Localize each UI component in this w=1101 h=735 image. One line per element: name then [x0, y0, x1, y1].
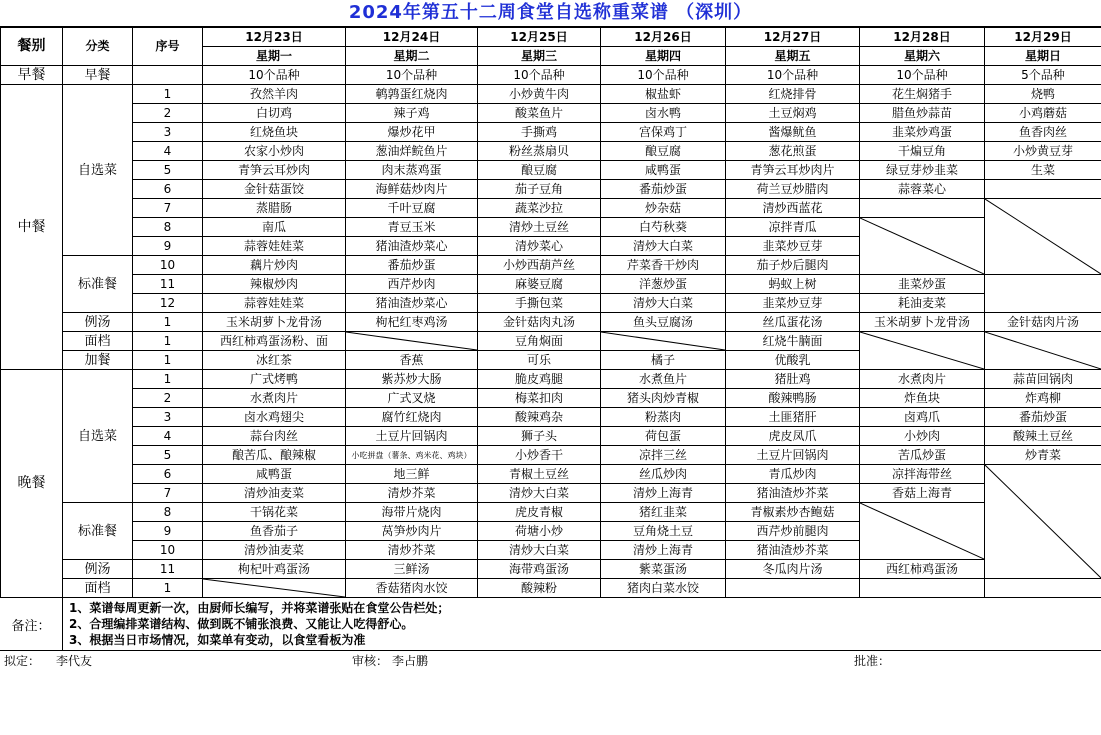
menu-cell: 紫苏炒大肠 [346, 370, 478, 389]
empty-slashed-cell [985, 332, 1101, 370]
menu-cell: 清炒大白菜 [478, 484, 601, 503]
menu-cell: 酸辣鸭肠 [726, 389, 860, 408]
menu-cell: 蒜台肉丝 [203, 427, 346, 446]
seq-cell: 4 [133, 142, 203, 161]
header-weekday: 星期二 [346, 47, 478, 66]
menu-cell: 芹菜香干炒肉 [601, 256, 726, 275]
drafter-name: 李代友 [56, 654, 93, 668]
menu-cell: 干锅花菜 [203, 503, 346, 522]
menu-cell: 丝瓜炒肉 [601, 465, 726, 484]
menu-cell: 番茄炒蛋 [346, 256, 478, 275]
menu-cell: 海带片烧肉 [346, 503, 478, 522]
menu-cell: 小炒西葫芦丝 [478, 256, 601, 275]
seq-cell: 7 [133, 484, 203, 503]
category-label: 例汤 [63, 313, 133, 332]
menu-cell: 鱼香肉丝 [985, 123, 1101, 142]
menu-cell: 酸辣土豆丝 [985, 427, 1101, 446]
menu-cell: 猪油渣炒菜心 [346, 237, 478, 256]
menu-cell: 蒜蓉娃娃菜 [203, 237, 346, 256]
header-date: 12月24日 [346, 28, 478, 47]
menu-cell: 小吃拼盘（薯条、鸡米花、鸡块） [346, 446, 478, 465]
menu-cell: 辣椒炒肉 [203, 275, 346, 294]
menu-cell: 西红柿鸡蛋汤粉、面 [203, 332, 346, 351]
category-label: 面档 [63, 332, 133, 351]
menu-cell: 广式叉烧 [346, 389, 478, 408]
seq-cell: 4 [133, 427, 203, 446]
empty-slashed-cell [860, 218, 985, 275]
menu-cell: 椒盐虾 [601, 85, 726, 104]
menu-cell: 鱼头豆腐汤 [601, 313, 726, 332]
menu-cell: 粉丝蒸扇贝 [478, 142, 601, 161]
menu-cell: 广式烤鸭 [203, 370, 346, 389]
header-weekday: 星期日 [985, 47, 1101, 66]
menu-cell: 卤鸡爪 [860, 408, 985, 427]
empty-slashed-cell [860, 503, 985, 560]
menu-cell: 猪红韭菜 [601, 503, 726, 522]
menu-cell: 西芹炒前腿肉 [726, 522, 860, 541]
meal-label-dinner: 晚餐 [1, 370, 63, 598]
menu-cell: 梅菜扣肉 [478, 389, 601, 408]
header-date: 12月26日 [601, 28, 726, 47]
menu-cell: 清炒芥菜 [346, 484, 478, 503]
drafter-label: 拟定： [4, 654, 41, 668]
notes-section [0, 598, 1101, 651]
menu-cell: 紫菜蛋汤 [601, 560, 726, 579]
menu-cell: 枸杞红枣鸡汤 [346, 313, 478, 332]
seq-cell: 1 [133, 370, 203, 389]
menu-cell: 金针菇蛋饺 [203, 180, 346, 199]
menu-cell: 鹌鹑蛋红烧肉 [346, 85, 478, 104]
header-weekday: 星期四 [601, 47, 726, 66]
menu-cell: 西红柿鸡蛋汤 [860, 560, 985, 579]
menu-cell: 绿豆芽炒韭菜 [860, 161, 985, 180]
menu-cell: 腊鱼炒蒜苗 [860, 104, 985, 123]
menu-cell: 猪肚鸡 [726, 370, 860, 389]
seq-cell: 6 [133, 465, 203, 484]
seq-cell: 8 [133, 218, 203, 237]
menu-cell: 小炒肉 [860, 427, 985, 446]
header-seq: 序号 [133, 28, 203, 66]
menu-cell [726, 579, 860, 598]
meal-label-breakfast: 早餐 [1, 66, 63, 85]
header-date: 12月27日 [726, 28, 860, 47]
header-weekday: 星期一 [203, 47, 346, 66]
menu-cell: 炒青菜 [985, 446, 1101, 465]
menu-cell: 腐竹红烧肉 [346, 408, 478, 427]
menu-cell: 清炒大白菜 [478, 541, 601, 560]
menu-cell: 韭菜炒豆芽 [726, 237, 860, 256]
menu-cell: 蒜蓉娃娃菜 [203, 294, 346, 313]
menu-cell: 10个品种 [203, 66, 346, 85]
menu-cell: 青笋云耳炒肉片 [726, 161, 860, 180]
menu-cell: 10个品种 [726, 66, 860, 85]
menu-cell: 清炒西蓝花 [726, 199, 860, 218]
menu-cell: 藕片炒肉 [203, 256, 346, 275]
menu-cell: 清炒油麦菜 [203, 484, 346, 503]
menu-cell: 荷包蛋 [601, 427, 726, 446]
menu-cell: 凉拌海带丝 [860, 465, 985, 484]
menu-cell: 耗油麦菜 [860, 294, 985, 313]
menu-cell: 10个品种 [601, 66, 726, 85]
menu-cell: 清炒上海青 [601, 541, 726, 560]
signature-row [0, 651, 1101, 671]
menu-cell: 烧鸭 [985, 85, 1101, 104]
menu-cell: 卤水鸭 [601, 104, 726, 123]
menu-cell: 炸鱼块 [860, 389, 985, 408]
menu-cell: 金针菇肉片汤 [985, 313, 1101, 332]
menu-cell: 千叶豆腐 [346, 199, 478, 218]
menu-cell: 酸辣粉 [478, 579, 601, 598]
category-label: 标准餐 [63, 503, 133, 560]
menu-cell: 炒杂菇 [601, 199, 726, 218]
category-label: 面档 [63, 579, 133, 598]
seq-cell: 2 [133, 104, 203, 123]
menu-cell: 清炒大白菜 [601, 237, 726, 256]
menu-cell: 玉米胡萝卜龙骨汤 [203, 313, 346, 332]
header-category: 分类 [63, 28, 133, 66]
notes-label: 备注： [0, 598, 63, 650]
menu-cell: 水煮肉片 [203, 389, 346, 408]
menu-cell: 清炒油麦菜 [203, 541, 346, 560]
menu-cell: 清炒芥菜 [346, 541, 478, 560]
menu-cell: 洋葱炒蛋 [601, 275, 726, 294]
menu-cell: 西芹炒肉 [346, 275, 478, 294]
seq-cell: 1 [133, 332, 203, 351]
menu-cell: 豆角烧土豆 [601, 522, 726, 541]
menu-cell: 青笋云耳炒肉 [203, 161, 346, 180]
menu-cell: 10个品种 [478, 66, 601, 85]
menu-cell: 酿豆腐 [601, 142, 726, 161]
menu-cell: 咸鸭蛋 [203, 465, 346, 484]
empty-slashed-cell [601, 332, 726, 351]
seq-cell: 11 [133, 560, 203, 579]
menu-cell: 蚂蚁上树 [726, 275, 860, 294]
menu-cell: 茄子豆角 [478, 180, 601, 199]
menu-table [0, 27, 1101, 598]
header-weekday: 星期三 [478, 47, 601, 66]
menu-cell: 清炒菜心 [478, 237, 601, 256]
menu-cell: 青瓜炒肉 [726, 465, 860, 484]
menu-cell: 清炒上海青 [601, 484, 726, 503]
seq-cell: 10 [133, 541, 203, 560]
empty-slashed-cell [985, 465, 1101, 579]
menu-cell [860, 199, 985, 218]
menu-cell: 花生焖猪手 [860, 85, 985, 104]
menu-cell: 土豆片回锅肉 [346, 427, 478, 446]
menu-cell: 小炒黄牛肉 [478, 85, 601, 104]
category-label: 加餐 [63, 351, 133, 370]
menu-cell: 猪头肉炒青椒 [601, 389, 726, 408]
seq-cell: 8 [133, 503, 203, 522]
seq-cell: 5 [133, 446, 203, 465]
menu-cell: 金针菇肉丸汤 [478, 313, 601, 332]
seq-cell: 3 [133, 123, 203, 142]
category-label: 例汤 [63, 560, 133, 579]
menu-cell [985, 579, 1101, 598]
menu-cell: 优酸乳 [726, 351, 860, 370]
menu-cell: 南瓜 [203, 218, 346, 237]
menu-cell: 番茄炒蛋 [985, 408, 1101, 427]
menu-cell: 番茄炒蛋 [601, 180, 726, 199]
menu-cell: 冬瓜肉片汤 [726, 560, 860, 579]
menu-cell: 酿豆腐 [478, 161, 601, 180]
menu-cell: 小炒黄豆芽 [985, 142, 1101, 161]
note-line: 1、菜谱每周更新一次，由厨师长编写，并将菜谱张贴在食堂公告栏处； [69, 601, 450, 615]
menu-cell: 红烧鱼块 [203, 123, 346, 142]
menu-cell: 蒜苗回锅肉 [985, 370, 1101, 389]
note-line: 2、合理编排菜谱结构、做到既不铺张浪费、又能让人吃得舒心。 [69, 617, 414, 631]
seq-cell: 11 [133, 275, 203, 294]
menu-cell: 酸菜鱼片 [478, 104, 601, 123]
menu-cell: 海鲜菇炒肉片 [346, 180, 478, 199]
seq-cell: 1 [133, 85, 203, 104]
menu-cell: 手撕包菜 [478, 294, 601, 313]
menu-cell: 凉拌三丝 [601, 446, 726, 465]
seq-cell [133, 66, 203, 85]
menu-cell: 红烧牛腩面 [726, 332, 860, 351]
menu-cell: 猪油渣炒芥菜 [726, 541, 860, 560]
menu-cell: 白芍秋葵 [601, 218, 726, 237]
category-label: 标准餐 [63, 256, 133, 313]
menu-cell: 蔬菜沙拉 [478, 199, 601, 218]
header-weekday: 星期六 [860, 47, 985, 66]
menu-cell: 爆炒花甲 [346, 123, 478, 142]
menu-cell: 海带鸡蛋汤 [478, 560, 601, 579]
menu-cell: 土豆焖鸡 [726, 104, 860, 123]
menu-cell: 香菇上海青 [860, 484, 985, 503]
menu-cell: 青豆玉米 [346, 218, 478, 237]
header-date: 12月28日 [860, 28, 985, 47]
seq-cell: 6 [133, 180, 203, 199]
menu-cell: 苦瓜炒蛋 [860, 446, 985, 465]
menu-cell: 葱油烊鲩鱼片 [346, 142, 478, 161]
reviewer-label: 审核： [352, 654, 389, 668]
seq-cell: 1 [133, 351, 203, 370]
seq-cell: 3 [133, 408, 203, 427]
menu-cell [985, 180, 1101, 199]
seq-cell: 9 [133, 237, 203, 256]
menu-cell: 蒸腊肠 [203, 199, 346, 218]
menu-cell [860, 579, 985, 598]
menu-cell: 韭菜炒豆芽 [726, 294, 860, 313]
menu-cell: 猪肉白菜水饺 [601, 579, 726, 598]
menu-cell: 麻婆豆腐 [478, 275, 601, 294]
page-title: 2024年第五十二周食堂自选称重菜谱 （深圳） [0, 0, 1101, 27]
menu-cell: 酸辣鸡杂 [478, 408, 601, 427]
seq-cell: 1 [133, 313, 203, 332]
seq-cell: 10 [133, 256, 203, 275]
menu-cell: 地三鲜 [346, 465, 478, 484]
empty-slashed-cell [860, 332, 985, 370]
menu-cell: 荷塘小炒 [478, 522, 601, 541]
seq-cell: 5 [133, 161, 203, 180]
menu-cell: 虎皮凤爪 [726, 427, 860, 446]
menu-cell: 土匪猪肝 [726, 408, 860, 427]
menu-cell: 蒜蓉菜心 [860, 180, 985, 199]
menu-cell: 小炒香干 [478, 446, 601, 465]
menu-cell: 荷兰豆炒腊肉 [726, 180, 860, 199]
menu-cell: 粉蒸肉 [601, 408, 726, 427]
menu-cell: 豆角焖面 [478, 332, 601, 351]
menu-cell: 香菇猪肉水饺 [346, 579, 478, 598]
menu-cell: 凉拌青瓜 [726, 218, 860, 237]
header-weekday: 星期五 [726, 47, 860, 66]
seq-cell: 1 [133, 579, 203, 598]
menu-cell: 葱花煎蛋 [726, 142, 860, 161]
menu-cell: 冰红茶 [203, 351, 346, 370]
menu-cell: 生菜 [985, 161, 1101, 180]
header-meal-type: 餐别 [1, 28, 63, 66]
menu-cell: 红烧排骨 [726, 85, 860, 104]
menu-cell: 丝瓜蛋花汤 [726, 313, 860, 332]
empty-slashed-cell [985, 199, 1101, 275]
seq-cell: 12 [133, 294, 203, 313]
menu-cell: 脆皮鸡腿 [478, 370, 601, 389]
menu-cell: 茄子炒后腿肉 [726, 256, 860, 275]
menu-cell: 辣子鸡 [346, 104, 478, 123]
menu-cell: 青椒土豆丝 [478, 465, 601, 484]
menu-cell: 猪油渣炒芥菜 [726, 484, 860, 503]
menu-cell: 土豆片回锅肉 [726, 446, 860, 465]
menu-cell: 孜然羊肉 [203, 85, 346, 104]
seq-cell: 2 [133, 389, 203, 408]
menu-cell: 韭菜炒鸡蛋 [860, 123, 985, 142]
reviewer-name: 李占鹏 [392, 654, 429, 668]
menu-cell: 宫保鸡丁 [601, 123, 726, 142]
menu-cell: 10个品种 [860, 66, 985, 85]
category-label: 自选菜 [63, 85, 133, 256]
menu-cell: 莴笋炒肉片 [346, 522, 478, 541]
empty-slashed-cell [203, 579, 346, 598]
menu-cell: 卤水鸡翅尖 [203, 408, 346, 427]
menu-cell: 可乐 [478, 351, 601, 370]
menu-cell: 白切鸡 [203, 104, 346, 123]
note-line: 3、根据当日市场情况，如菜单有变动，以食堂看板为准 [69, 633, 366, 647]
seq-cell: 9 [133, 522, 203, 541]
menu-cell: 水煮肉片 [860, 370, 985, 389]
menu-cell: 玉米胡萝卜龙骨汤 [860, 313, 985, 332]
menu-cell: 橘子 [601, 351, 726, 370]
menu-cell: 韭菜炒蛋 [860, 275, 985, 294]
empty-slashed-cell [346, 332, 478, 351]
menu-cell: 咸鸭蛋 [601, 161, 726, 180]
menu-cell: 鱼香茄子 [203, 522, 346, 541]
seq-cell: 7 [133, 199, 203, 218]
menu-cell: 狮子头 [478, 427, 601, 446]
menu-cell: 水煮鱼片 [601, 370, 726, 389]
menu-cell: 肉末蒸鸡蛋 [346, 161, 478, 180]
menu-cell: 酱爆鱿鱼 [726, 123, 860, 142]
menu-cell: 三鲜汤 [346, 560, 478, 579]
menu-cell: 清炒土豆丝 [478, 218, 601, 237]
menu-cell: 虎皮青椒 [478, 503, 601, 522]
menu-cell: 酿苦瓜、酿辣椒 [203, 446, 346, 465]
meal-label-lunch: 中餐 [1, 85, 63, 370]
menu-cell: 5个品种 [985, 66, 1101, 85]
menu-cell: 手撕鸡 [478, 123, 601, 142]
menu-cell: 香蕉 [346, 351, 478, 370]
category-label: 早餐 [63, 66, 133, 85]
approver-label: 批准： [854, 654, 891, 668]
menu-cell: 农家小炒肉 [203, 142, 346, 161]
menu-cell: 枸杞叶鸡蛋汤 [203, 560, 346, 579]
header-date: 12月23日 [203, 28, 346, 47]
menu-cell: 青椒素炒杏鲍菇 [726, 503, 860, 522]
menu-cell: 清炒大白菜 [601, 294, 726, 313]
menu-cell: 干煸豆角 [860, 142, 985, 161]
header-date: 12月29日 [985, 28, 1101, 47]
menu-cell: 炸鸡柳 [985, 389, 1101, 408]
header-date: 12月25日 [478, 28, 601, 47]
menu-cell: 10个品种 [346, 66, 478, 85]
category-label: 自选菜 [63, 370, 133, 503]
menu-cell: 猪油渣炒菜心 [346, 294, 478, 313]
menu-cell: 小鸡蘑菇 [985, 104, 1101, 123]
